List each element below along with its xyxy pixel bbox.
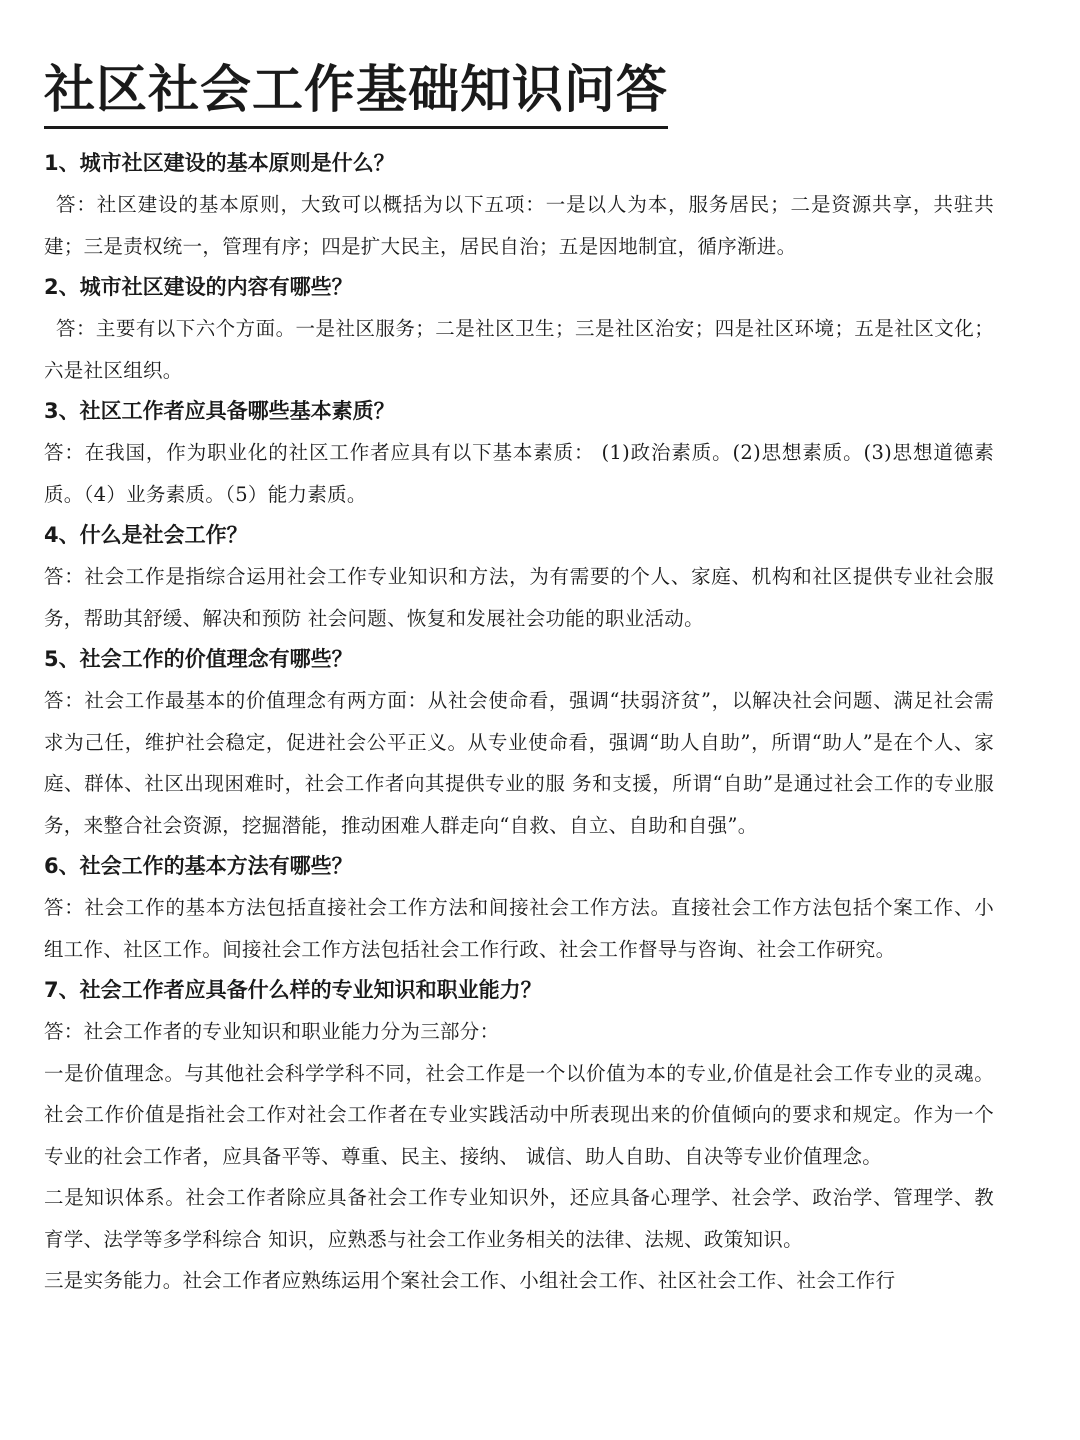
document-page — [44, 58, 994, 1302]
question-1: 1、城市社区建设的基本原则是什么？ — [44, 151, 395, 175]
qa-item-7 — [44, 970, 994, 1302]
qa-item-6 — [44, 846, 994, 970]
qa-item-5 — [44, 639, 994, 846]
question-7: 7、社会工作者应具备什么样的专业知识和职业能力？ — [44, 978, 542, 1002]
answer-3: 答：在我国，作为职业化的社区工作者应具有以下基本素质： (1)政治素质。(2)思想素质。(3)思想道德素质。（4）业务素质。（5）能力素质。 — [44, 441, 994, 506]
question-3: 3、社区工作者应具备哪些基本素质？ — [44, 399, 395, 423]
qa-item-2 — [44, 267, 994, 391]
answer-1: 答：社区建设的基本原则，大致可以概括为以下五项：一是以人为本，服务居民；二是资源共享，共驻共建；三是责权统一，管理有序；四是扩大民主，居民自治；五是因地制宜，循序渐进。 — [44, 193, 994, 258]
question-5: 5、社会工作的价值理念有哪些？ — [44, 647, 353, 671]
answer-2: 答：主要有以下六个方面。一是社区服务；二是社区卫生；三是社区治安；四是社区环境；五是社区文化；六是社区组织。 — [44, 317, 994, 382]
qa-item-3 — [44, 391, 994, 515]
answer-7-part-2: 二是知识体系。社会工作者除应具备社会工作专业知识外，还应具备心理学、社会学、政治学、管理学、教育学、法学等多学科综合 知识，应熟悉与社会工作业务相关的法律、法规、政策知识。 — [44, 1186, 994, 1251]
qa-item-4 — [44, 515, 994, 639]
question-4: 4、什么是社会工作？ — [44, 523, 248, 547]
qa-item-1 — [44, 143, 994, 267]
answer-6: 答：社会工作的基本方法包括直接社会工作方法和间接社会工作方法。直接社会工作方法包括个案工作、小组工作、社区工作。间接社会工作方法包括社会工作行政、社会工作督导与咨询、社会工作研究。 — [44, 896, 994, 961]
page-title: 社区社会工作基础知识问答 — [44, 58, 668, 129]
question-6: 6、社会工作的基本方法有哪些？ — [44, 854, 353, 878]
answer-7-part-3: 三是实务能力。社会工作者应熟练运用个案社会工作、小组社会工作、社区社会工作、社会工作行 — [44, 1269, 896, 1292]
answer-7-part-1: 一是价值理念。与其他社会科学学科不同，社会工作是一个以价值为本的专业,价值是社会工作专业的灵魂。社会工作价值是指社会工作对社会工作者在专业实践活动中所表现出来的价值倾向的要求和规定。作为一个专业的社会工作者，应具备平等、尊重、民主、接纳、 诚信、助人自助、自决等专业价值理念。 — [44, 1061, 994, 1168]
question-2: 2、城市社区建设的内容有哪些？ — [44, 275, 353, 299]
answer-7: 答：社会工作者的专业知识和职业能力分为三部分： — [44, 1020, 500, 1043]
answer-4: 答：社会工作是指综合运用社会工作专业知识和方法，为有需要的个人、家庭、机构和社区提供专业社会服务，帮助其舒缓、解决和预防 社会问题、恢复和发展社会功能的职业活动。 — [44, 565, 994, 630]
answer-5: 答：社会工作最基本的价值理念有两方面：从社会使命看，强调“扶弱济贫”，以解决社会问题、满足社会需求为己任，维护社会稳定，促进社会公平正义。从专业使命看，强调“助人自助”，所谓“助人”是在个人、家庭、群体、社区出现困难时，社会工作者向其提供专业的服 务和支援，所谓“自助”是通过社会工作的专业服务，来整合社会资源，挖掘潜能，推动困难人群走向“自救、自立、自助和自强”。 — [44, 689, 994, 837]
